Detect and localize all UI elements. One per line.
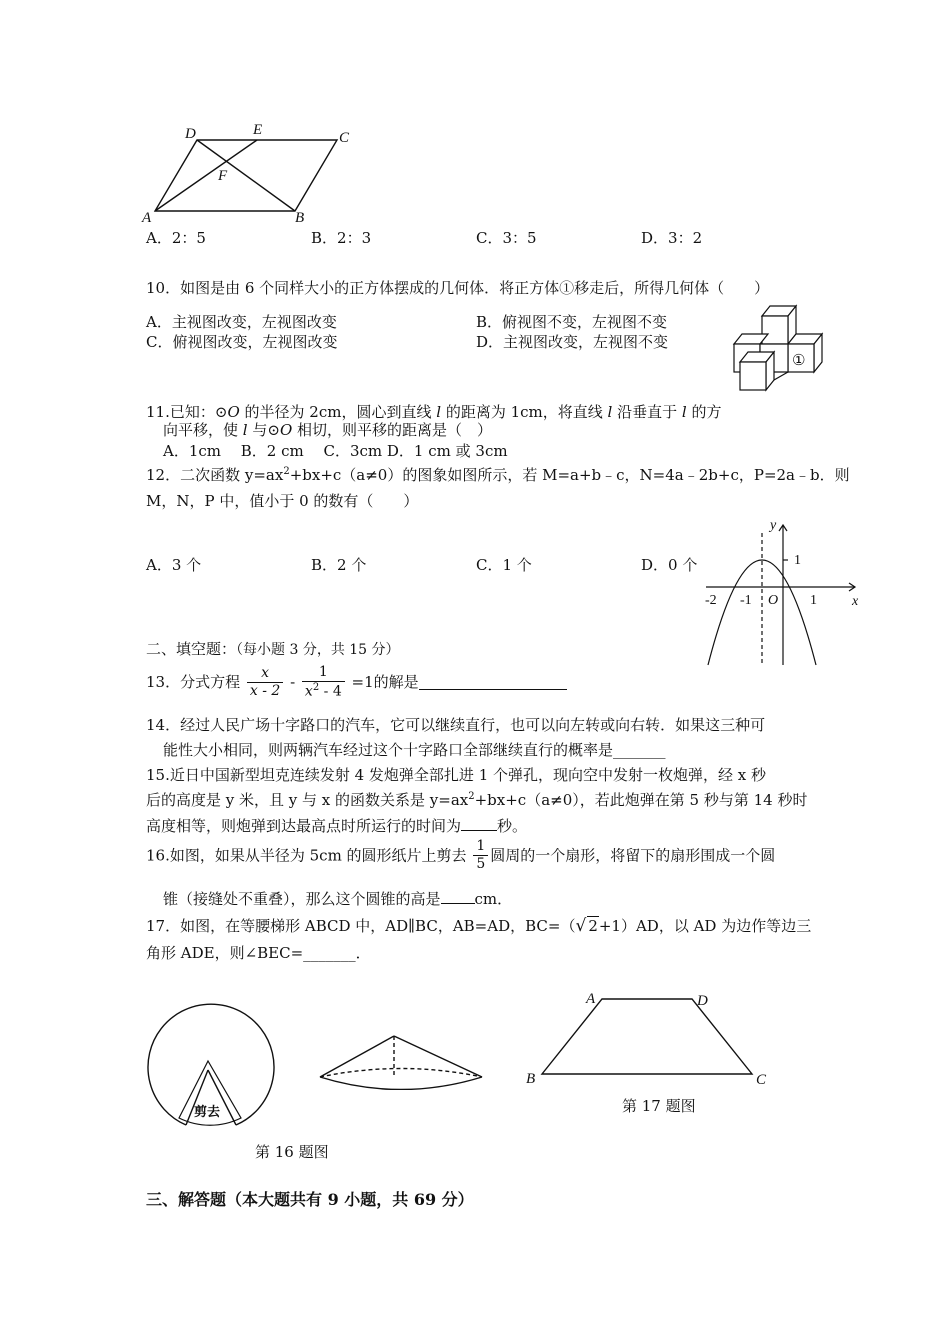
trap-label-D: D	[697, 993, 708, 1009]
q15-text-b: +bx+c（a≠0），若此炮弹在第 5 秒与第 14 秒时	[474, 791, 808, 809]
q12-line1	[146, 466, 850, 484]
cube-1-label: ①	[792, 351, 806, 369]
fig17-caption: 第 17 题图	[622, 1097, 696, 1115]
q17-line1	[146, 916, 811, 936]
q11-l1: l	[436, 403, 442, 421]
trap-label-B: B	[526, 1071, 536, 1087]
q16-text-2: 锥（接缝处不重叠），那么这个圆锥的高是	[163, 890, 441, 908]
q11-line2	[163, 421, 492, 439]
label-A: A	[142, 210, 152, 226]
q9-option-c: C．3：5	[476, 229, 537, 247]
q13-fraction-1	[247, 665, 283, 700]
q11-O1: O	[227, 403, 240, 421]
q10-option-b: B．俯视图不变，左视图不变	[476, 313, 668, 331]
q9-option-d: D．3：2	[641, 229, 703, 247]
parallelogram-figure	[140, 118, 360, 228]
axis-y-label: y	[770, 518, 777, 533]
q9-option-a: A．2：5	[146, 229, 206, 247]
q11-text2-c: 与⊙	[247, 421, 280, 439]
trap-label-A: A	[586, 991, 596, 1007]
q13-den1: x - 2	[249, 682, 281, 699]
label-D: D	[185, 126, 196, 142]
q15-sup: 2	[468, 791, 475, 802]
q13-den2-x: x	[304, 683, 313, 700]
q11-O2: O	[279, 421, 293, 439]
trapezoid-figure	[520, 987, 780, 1092]
q16-line1	[146, 838, 775, 873]
q11-text2-e: 相切，则平移的距离是（ ）	[292, 421, 493, 439]
q10-option-d: D．主视图改变，左视图不变	[476, 333, 669, 351]
cone-figure	[316, 1030, 486, 1090]
parabola-graph	[700, 515, 868, 667]
q13-answer-blank	[419, 675, 567, 690]
axis-x-label: x	[852, 594, 859, 609]
q11-text-i: 的方	[686, 403, 722, 421]
q12-option-c: C．1 个	[476, 556, 532, 574]
section2-note: （每小题 3 分，共 15 分）	[236, 642, 400, 658]
q12-option-a: A．3 个	[146, 556, 202, 574]
q11-l2: l	[607, 403, 613, 421]
q13-line	[146, 664, 567, 700]
q11-text2-a: 向平移，使	[163, 421, 243, 439]
q11-text-c: 的半径为 2cm，圆心到直线	[239, 403, 437, 421]
q11-line1	[146, 403, 721, 421]
q13-eq: =1的解是	[346, 673, 419, 692]
q13-fraction-2	[302, 664, 345, 700]
q16-text-2end: cm．	[474, 890, 513, 908]
q13-minus: -	[285, 673, 300, 692]
q13-num2: 1	[302, 664, 345, 682]
q17-sqrt-sign: √	[575, 916, 587, 936]
q15-line2	[146, 791, 807, 809]
q13-num1: x	[247, 665, 283, 683]
q14-line2: 能性大小相同，则两辆汽车经过这个十字路口全部继续直行的概率是_______	[163, 741, 666, 759]
label-E: E	[253, 122, 263, 138]
q17-line2: 角形 ADE，则∠BEC=_______．	[146, 944, 371, 962]
cubes-figure	[728, 300, 838, 404]
section2-heading	[146, 640, 400, 659]
q11-text-g: 沿垂直于	[612, 403, 682, 421]
q13-den2-rest: - 4	[319, 683, 342, 700]
q10-stem: 10．如图是由 6 个同样大小的正方体摆成的几何体．将正方体①移走后，所得几何体（ ）	[146, 279, 770, 297]
q16-text-b: 圆周的一个扇形，将留下的扇形围成一个圆	[490, 846, 776, 865]
q17-text-b: +1）AD，以 AD 为边作等边三	[598, 917, 812, 935]
q12-option-d: D．0 个	[641, 556, 698, 574]
q12-sup: 2	[283, 466, 290, 477]
q13-prefix: 13．分式方程	[146, 673, 241, 692]
q15-answer-blank	[461, 816, 497, 831]
q12-text-a: 12．二次函数 y=ax	[146, 466, 284, 484]
label-F: F	[218, 168, 228, 184]
q12-option-b: B．2 个	[311, 556, 367, 574]
q15-text-3: 高度相等，则炮弹到达最高点时所运行的时间为	[146, 817, 462, 835]
q9-option-b: B．2：3	[311, 229, 372, 247]
q17-text-a: 17．如图，在等腰梯形 ABCD 中，AD∥BC，AB=AD，BC=（	[146, 917, 576, 935]
q11-text-a: 11.已知：⊙	[146, 403, 228, 421]
q16-fraction	[473, 838, 488, 873]
q16-line2	[163, 889, 512, 908]
q17-sqrt-value: 2	[588, 917, 598, 935]
cut-label: 剪去	[194, 1105, 221, 1120]
q16-fden: 5	[476, 855, 486, 872]
q15-text-a: 后的高度是 y 米，且 y 与 x 的函数关系是 y=ax	[146, 791, 469, 809]
section3-title: 三、解答题（本大题共有 9 小题，共 69 分）	[146, 1190, 474, 1209]
tick-m1: -1	[740, 593, 752, 608]
q12-line2: M，N，P 中，值小于 0 的数有（ ）	[146, 492, 419, 510]
q13-den2-sup: 2	[312, 681, 320, 693]
q11-text-e: 的距离为 1cm，将直线	[441, 403, 608, 421]
origin-label: O	[768, 593, 779, 608]
label-C: C	[339, 130, 350, 146]
q10-option-c: C．俯视图改变，左视图改变	[146, 333, 338, 351]
tick-y1: 1	[794, 553, 801, 568]
q15-line1: 15.近日中国新型坦克连续发射 4 发炮弹全部扎进 1 个弹孔，现向空中发射一枚炮弹，经 x 秒	[146, 766, 767, 784]
fig16-caption: 第 16 题图	[255, 1143, 329, 1161]
trap-label-C: C	[756, 1072, 767, 1088]
q13-den2	[302, 682, 345, 700]
circle-cut-figure	[138, 998, 278, 1134]
q12-text-b: +bx+c（a≠0）的图象如图所示，若 M=a+b﹣c，N=4a﹣2b+c，P=2a﹣b．则	[289, 466, 850, 484]
section2-title: 二、填空题：	[146, 640, 237, 658]
q11-options: A．1cm B．2 cm C．3cm D．1 cm 或 3cm	[163, 442, 508, 460]
q11-l3: l	[681, 403, 687, 421]
q15-line3	[146, 816, 527, 835]
tick-p1: 1	[810, 593, 817, 608]
q11-l4: l	[242, 421, 248, 439]
label-B: B	[295, 210, 305, 226]
q14-line1: 14．经过人民广场十字路口的汽车，它可以继续直行，也可以向左转或向右转．如果这三种可	[146, 716, 766, 734]
q16-answer-blank	[441, 889, 475, 904]
tick-m2: -2	[705, 593, 717, 608]
q16-text-a: 16.如图，如果从半径为 5cm 的圆形纸片上剪去	[146, 846, 467, 865]
q16-fnum: 1	[473, 838, 488, 856]
q10-option-a: A．主视图改变，左视图改变	[146, 313, 337, 331]
q15-text-3end: 秒。	[497, 817, 528, 835]
